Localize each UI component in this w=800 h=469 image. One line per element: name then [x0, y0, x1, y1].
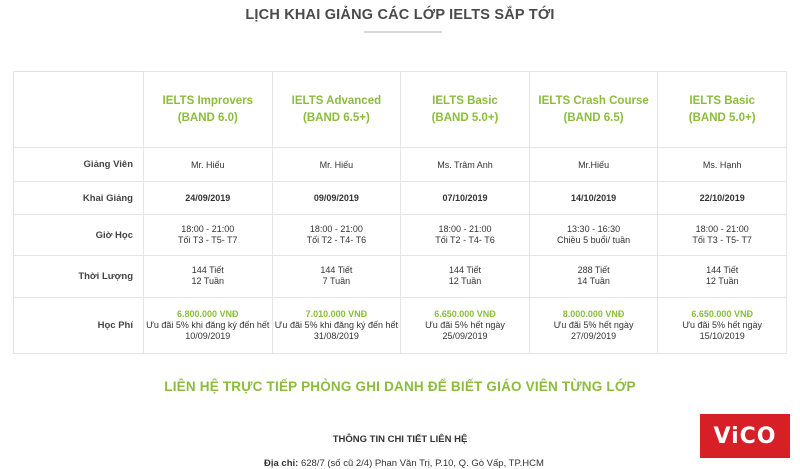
address-line [264, 458, 784, 469]
duration-weeks: 12 Tuần [705, 276, 739, 287]
class-time-cell [272, 215, 401, 255]
tuition-row [14, 297, 787, 353]
course-header [272, 72, 401, 148]
tuition-price: 6.650.000 VNĐ [434, 308, 496, 319]
teacher-cell: Mr. Hiếu [144, 148, 273, 182]
tuition-price: 8.000.000 VNĐ [562, 308, 625, 319]
tuition-cell [272, 297, 401, 353]
class-time-row [14, 215, 787, 255]
start-date-cell: 07/10/2019 [401, 182, 530, 215]
class-time-cell [529, 215, 658, 255]
duration-cell [658, 255, 787, 297]
duration-cell [401, 255, 530, 297]
discount-note: Ưu đãi 5% hết ngày [682, 319, 763, 330]
row-label-start: Khai Giảng [14, 182, 144, 215]
teacher-cell: Ms. Hạnh [658, 148, 787, 182]
course-band: (BAND 5.0+) [431, 111, 499, 124]
tuition-cell [658, 297, 787, 353]
row-label-time: Giờ Học [14, 215, 144, 255]
time-days: Chiều 5 buổi/ tuần [557, 235, 631, 246]
contact-info-heading: THÔNG TIN CHI TIẾT LIÊN HỆ [332, 434, 468, 445]
course-header [144, 72, 273, 148]
contact-cta-heading: LIÊN HỆ TRỰC TIẾP PHÒNG GHI DANH ĐỂ BIẾT GIÁO VIÊN TỪNG LỚP [164, 379, 636, 394]
time-days: Tối T2 - T4- T6 [435, 235, 495, 246]
address-label: Địa chỉ: [264, 458, 299, 469]
teacher-cell: Mr.Hiếu [529, 148, 658, 182]
time-range: 18:00 - 21:00 [309, 223, 363, 234]
teacher-cell: Ms. Trâm Anh [401, 148, 530, 182]
duration-weeks: 7 Tuần [322, 276, 351, 287]
start-date-row [14, 182, 787, 215]
duration-periods: 144 Tiết [191, 264, 224, 275]
discount-deadline: 10/09/2019 [185, 331, 231, 342]
duration-periods: 144 Tiết [448, 264, 481, 275]
duration-periods: 144 Tiết [320, 264, 353, 275]
course-header [401, 72, 530, 148]
logo-text: ViCO [713, 423, 777, 449]
title-divider [364, 31, 442, 33]
course-band: (BAND 6.5) [563, 111, 624, 124]
discount-deadline: 31/08/2019 [313, 331, 359, 342]
duration-cell [529, 255, 658, 297]
course-header [529, 72, 658, 148]
duration-weeks: 12 Tuần [448, 276, 482, 287]
time-range: 18:00 - 21:00 [695, 223, 749, 234]
time-days: Tối T3 - T5- T7 [692, 235, 752, 246]
teacher-cell: Mr. Hiếu [272, 148, 401, 182]
time-range: 13:30 - 16:30 [567, 223, 621, 234]
discount-note: Ưu đãi 5% khi đăng ký đến hết [274, 319, 399, 330]
time-days: Tối T3 - T5- T7 [178, 235, 238, 246]
row-label-teacher: Giảng Viên [14, 148, 144, 182]
course-band: (BAND 5.0+) [688, 111, 756, 124]
course-header-row [14, 72, 787, 148]
course-name: IELTS Basic [689, 94, 755, 107]
vico-logo[interactable] [700, 414, 790, 458]
duration-periods: 288 Tiết [577, 264, 610, 275]
start-date-cell: 14/10/2019 [529, 182, 658, 215]
tuition-price: 6.800.000 VNĐ [177, 308, 239, 319]
discount-note: Ưu đãi 5% hết ngày [553, 319, 634, 330]
duration-weeks: 12 Tuần [191, 276, 225, 287]
discount-note: Ưu đãi 5% hết ngày [425, 319, 505, 330]
course-name: IELTS Crash Course [538, 94, 649, 107]
start-date-cell: 24/09/2019 [144, 182, 273, 215]
duration-cell [144, 255, 273, 297]
time-days: Tối T2 - T4- T6 [306, 235, 367, 246]
duration-cell [272, 255, 401, 297]
course-name: IELTS Basic [432, 94, 498, 107]
time-range: 18:00 - 21:00 [181, 223, 235, 234]
course-header [658, 72, 787, 148]
discount-deadline: 25/09/2019 [442, 331, 488, 342]
tuition-price: 6.650.000 VNĐ [691, 308, 753, 319]
tuition-cell [144, 297, 273, 353]
empty-corner-cell [14, 72, 144, 148]
tuition-cell [529, 297, 658, 353]
tuition-price: 7.010.000 VNĐ [305, 308, 368, 319]
time-range: 18:00 - 21:00 [438, 223, 492, 234]
course-name: IELTS Improvers [162, 94, 254, 107]
course-band: (BAND 6.0) [177, 111, 238, 124]
tuition-cell [401, 297, 530, 353]
discount-deadline: 15/10/2019 [699, 331, 745, 342]
start-date-cell: 22/10/2019 [658, 182, 787, 215]
discount-deadline: 27/09/2019 [571, 331, 617, 342]
address-value: 628/7 (số cũ 2/4) Phan Văn Trị, P.10, Q. Gò Vấp, TP.HCM [298, 458, 544, 469]
course-name: IELTS Advanced [291, 94, 382, 107]
course-band: (BAND 6.5+) [303, 111, 370, 124]
duration-weeks: 14 Tuần [577, 276, 610, 287]
class-time-cell [401, 215, 530, 255]
row-label-duration: Thời Lượng [14, 255, 144, 297]
class-time-cell [658, 215, 787, 255]
class-time-cell [144, 215, 273, 255]
teacher-row [14, 148, 787, 182]
schedule-table [13, 71, 787, 354]
row-label-fee: Học Phí [14, 297, 144, 353]
duration-periods: 144 Tiết [706, 264, 739, 275]
start-date-cell: 09/09/2019 [272, 182, 401, 215]
page-title: LỊCH KHAI GIẢNG CÁC LỚP IELTS SẮP TỚI [245, 7, 555, 23]
discount-note: Ưu đãi 5% khi đăng ký đến hết [146, 319, 270, 330]
duration-row [14, 255, 787, 297]
